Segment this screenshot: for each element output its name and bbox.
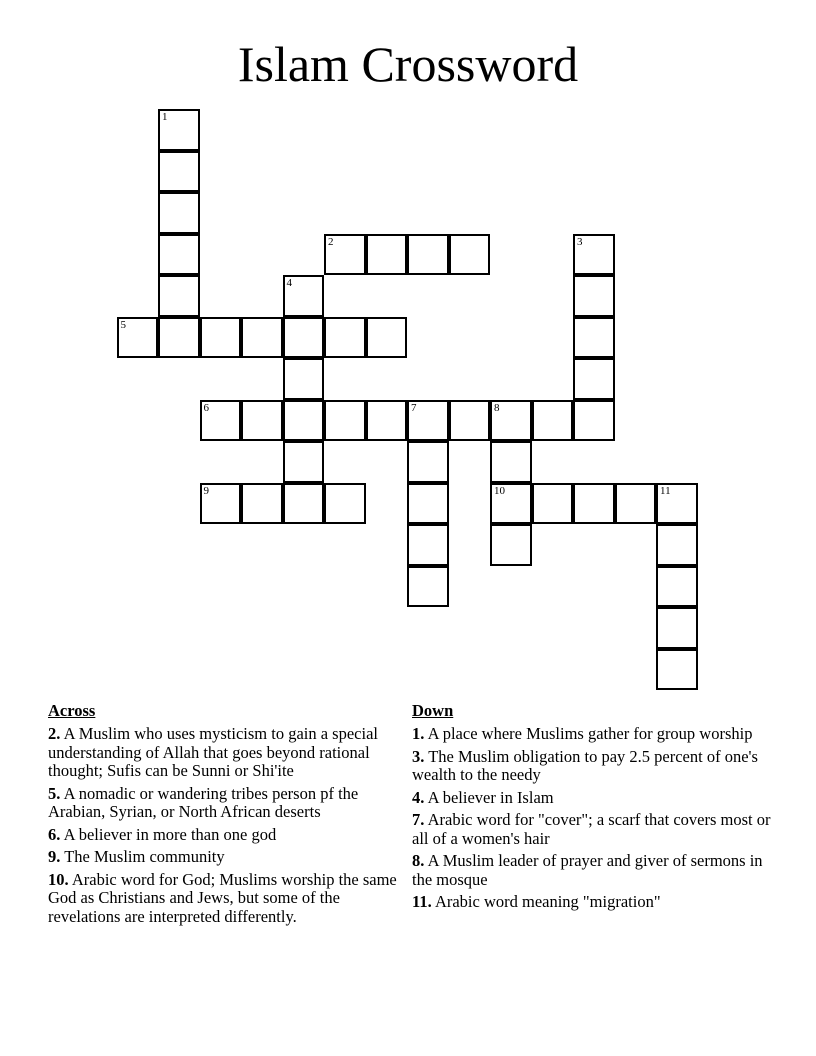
clue-text: Arabic word for "cover"; a scarf that covers most or all of a women's hair [412,810,771,848]
grid-cell[interactable] [656,566,698,608]
clue [412,852,772,889]
clue-text: A nomadic or wandering tribes person pf the Arabian, Syrian, or North African deserts [48,783,359,821]
grid-cell[interactable] [324,234,366,276]
grid-cell[interactable] [656,649,698,691]
grid-cell[interactable] [200,400,242,442]
grid-cell[interactable] [158,275,200,317]
clue [412,811,772,848]
grid-cell[interactable] [656,607,698,649]
clue-number: 3. [412,746,425,766]
cell-number: 9 [203,484,209,497]
down-clue-list [412,725,772,912]
clue-number: 7. [412,810,425,829]
cell-number: 11 [660,484,671,497]
grid-cell[interactable] [117,317,159,359]
down-heading: Down [412,701,454,720]
cell-number: 7 [411,401,417,414]
clue-text: The Muslim obligation to pay 2.5 percent of one's wealth to the needy [412,746,758,784]
grid-cell[interactable] [283,400,325,442]
clue-number: 11. [412,892,432,911]
grid-cell[interactable] [407,483,449,525]
clue-number: 4. [412,787,425,807]
grid-cell[interactable] [532,400,574,442]
clue-number: 8. [412,851,425,870]
clue-number: 6. [48,824,61,844]
grid-cell[interactable] [449,234,491,276]
clue-text: Arabic word for God; Muslims worship the same God as Christians and Jews, but some of the revelations are interpreted differently. [48,869,397,926]
clue-text: A Muslim who uses mysticism to gain a special understanding of Allah that goes beyond rational thought; Sufis can be Sunni or Shi'ite [48,724,378,780]
clue-number: 10. [48,869,69,889]
clue-text: The Muslim community [64,847,225,866]
cell-number: 10 [494,484,505,497]
grid-cell[interactable] [283,275,325,317]
clue-text: A believer in more than one god [63,824,277,844]
grid-cell[interactable] [407,234,449,276]
clue [412,789,772,808]
clue-number: 5. [48,783,61,803]
grid-cell[interactable] [366,400,408,442]
grid-cell[interactable] [573,483,615,525]
clue [412,893,772,912]
clue [48,826,406,845]
grid-cell[interactable] [283,483,325,525]
grid-cell[interactable] [532,483,574,525]
cell-number: 8 [494,401,500,414]
grid-cell[interactable] [324,400,366,442]
grid-cell[interactable] [158,192,200,234]
cell-number: 3 [577,235,583,248]
cell-number: 4 [286,277,292,289]
grid-cell[interactable] [656,524,698,566]
grid-cell[interactable] [449,400,491,442]
grid-cell[interactable] [490,524,532,566]
cell-number: 5 [120,318,126,331]
grid-cell[interactable] [324,483,366,525]
grid-cell[interactable] [407,566,449,608]
cell-number: 1 [162,111,168,123]
grid-cell[interactable] [158,317,200,359]
grid-cell[interactable] [656,483,698,525]
clue-text: A place where Muslims gather for group worship [427,724,753,743]
across-clue-list [48,725,406,926]
grid-cell[interactable] [573,275,615,317]
clue [412,748,772,785]
grid-cell[interactable] [241,400,283,442]
grid-cell[interactable] [200,483,242,525]
clue-text: Arabic word meaning "migration" [434,892,661,911]
clue-text: A believer in Islam [427,787,554,807]
grid-cell[interactable] [158,109,200,151]
grid-cell[interactable] [158,234,200,276]
cell-number: 6 [203,401,209,414]
across-heading: Across [48,701,96,720]
grid-cell[interactable] [573,234,615,276]
grid-cell[interactable] [366,234,408,276]
grid-cell[interactable] [241,317,283,359]
clue [48,725,406,781]
clue [412,725,772,744]
grid-cell[interactable] [200,317,242,359]
grid-cell[interactable] [366,317,408,359]
clue-number: 2. [48,724,61,743]
clue [48,848,406,867]
grid-cell[interactable] [283,358,325,400]
cell-number: 2 [328,235,334,248]
grid-cell[interactable] [241,483,283,525]
grid-cell[interactable] [490,441,532,483]
grid-cell[interactable] [615,483,657,525]
grid-cell[interactable] [490,400,532,442]
down-clues [412,701,772,916]
grid-cell[interactable] [490,483,532,525]
grid-cell[interactable] [283,441,325,483]
clue-number: 9. [48,847,61,866]
grid-cell[interactable] [324,317,366,359]
across-clues [48,701,406,930]
grid-cell[interactable] [407,400,449,442]
clue-text: A Muslim leader of prayer and giver of sermons in the mosque [412,851,763,889]
grid-cell[interactable] [573,358,615,400]
grid-cell[interactable] [573,400,615,442]
grid-cell[interactable] [407,524,449,566]
page-title: Islam Crossword [237,36,579,92]
grid-cell[interactable] [407,441,449,483]
clue [48,871,406,927]
grid-cell[interactable] [283,317,325,359]
clue [48,785,406,822]
grid-cell[interactable] [158,151,200,193]
clue-number: 1. [412,724,425,743]
grid-cell[interactable] [573,317,615,359]
